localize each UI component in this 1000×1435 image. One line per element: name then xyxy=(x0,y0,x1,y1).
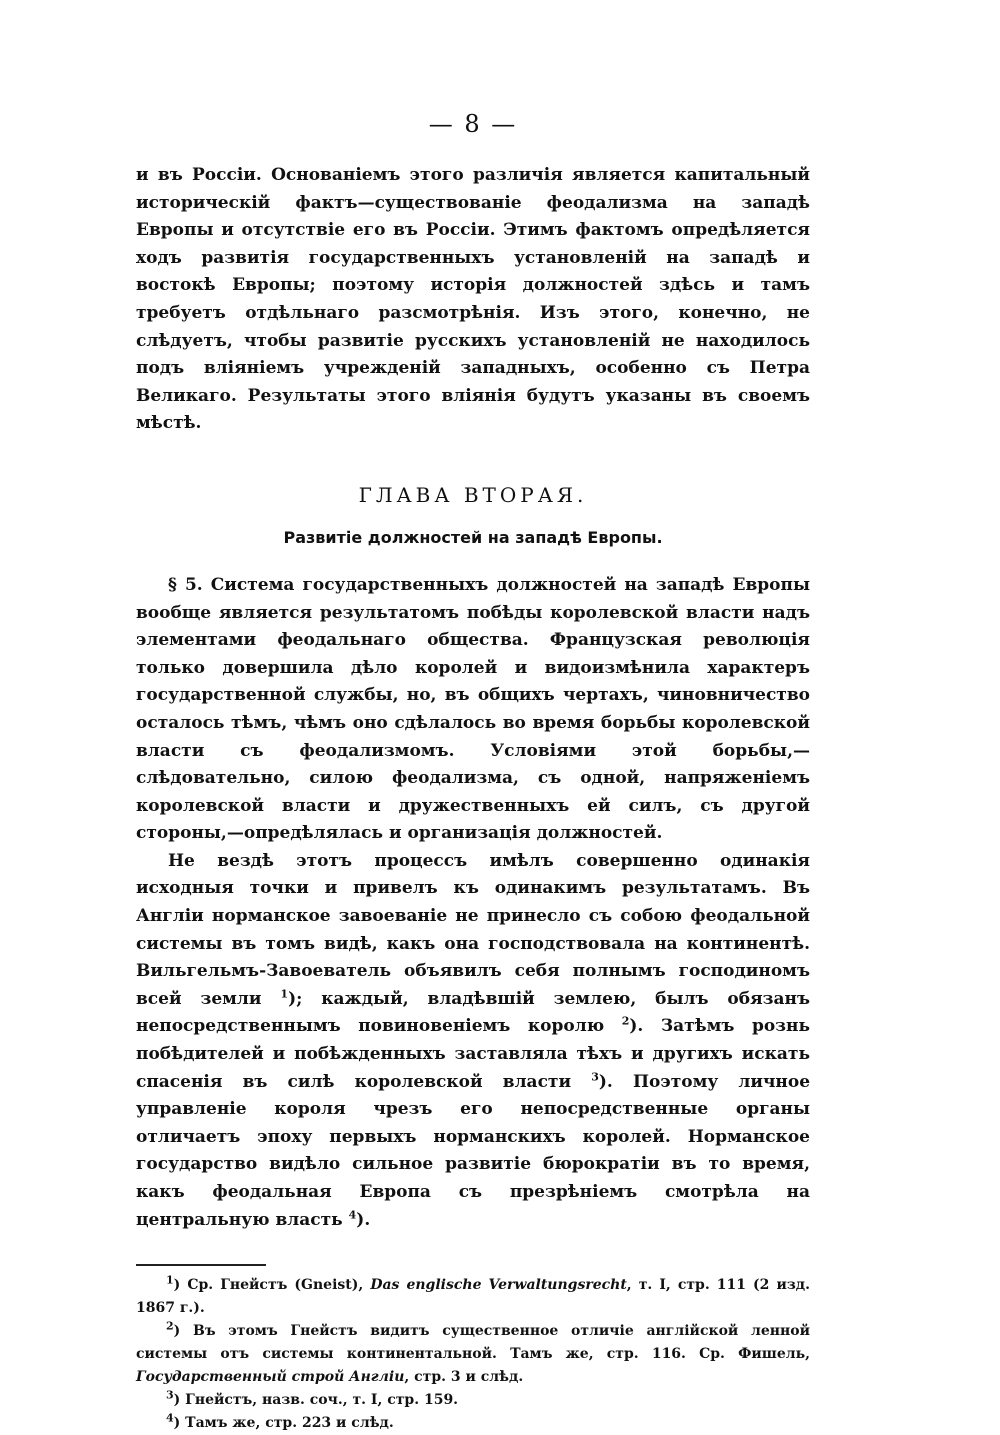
footnote-divider xyxy=(136,1264,266,1266)
footnote-ref-3: 3 xyxy=(591,1069,599,1083)
footnote-3 xyxy=(136,1389,810,1412)
footnote-ref-1: 1 xyxy=(280,987,289,1001)
main-paragraph xyxy=(136,848,810,1234)
footnote-text: ) Ср. Гнейстъ (Gneist), xyxy=(173,1277,371,1294)
footnote-1 xyxy=(136,1274,810,1320)
section-paragraph: § 5. Система государственныхъ должностей на западѣ Европы вообще является результатомъ побѣды королевской власти надъ элементами феодальнаго общества. Французская революція только довершила дѣло королей и видоизмѣнила характеръ государственной службы, но, въ общихъ чертахъ, чиновничество осталось тѣмъ, чѣмъ оно сдѣлалось во время борьбы королевской власти съ феодализмомъ. Условіями этой борьбы,—слѣдовательно, силою феодализма, съ одной, напряженіемъ королевской власти и дружественныхъ ей силъ, съ другой стороны,—опредѣлялась и организація должностей. xyxy=(136,574,810,844)
page-number: — 8 — xyxy=(428,110,518,138)
footnote-text-end: , стр. 3 и слѣд. xyxy=(404,1369,524,1386)
footnote-text: ) Въ этомъ Гнейстъ видитъ существенное отличіе англійской ленной системы отъ системы континентальной. Тамъ же, стр. 116. Ср. Фишель, xyxy=(136,1323,810,1363)
main-paragraph-text-4: ). Поэтому личное управленіе короля чрезъ его непосредственные органы отличаетъ эпоху первыхъ норманскихъ королей. Норманское государство видѣло сильное развитіе бюрократіи въ то время, какъ феодальная Европа съ презрѣніемъ смотрѣла на центральную власть xyxy=(136,1071,811,1230)
chapter-subtitle: Развитіе должностей на западѣ Европы. xyxy=(283,527,663,547)
main-paragraph-text-5: ). xyxy=(356,1209,371,1230)
footnote-marker: 3 xyxy=(166,1388,174,1402)
book-page xyxy=(136,108,810,1435)
footnote-ref-2: 2 xyxy=(621,1014,630,1028)
footnote-marker: 2 xyxy=(166,1319,174,1333)
chapter-title: ГЛАВА ВТОРАЯ. xyxy=(358,482,588,507)
footnote-text: ) Тамъ же, стр. 223 и слѣд. xyxy=(173,1415,394,1432)
main-paragraph-text-3: ). Затѣмъ рознь побѣдителей и побѣжденныхъ заставляла тѣхъ и другихъ искать спасенія въ силѣ королевской власти xyxy=(136,1016,810,1092)
footnote-2 xyxy=(136,1320,810,1389)
footnote-text-end: , т. I, стр. 111 (2 изд. 1867 г.). xyxy=(136,1277,810,1317)
intro-paragraph: и въ Россіи. Основаніемъ этого различія является капитальный историческій фактъ—существованіе феодализма на западѣ Европы и отсутствіе его въ Россіи. Этимъ фактомъ опредѣляется ходъ развитія государственныхъ установленій на западѣ и востокѣ Европы; поэтому исторія должностей здѣсь и тамъ требуетъ отдѣльнаго разсмотрѣнія. Изъ этого, конечно, не слѣдуетъ, чтобы развитіе русскихъ установленій не находилось подъ вліяніемъ учрежденій западныхъ, особенно съ Петра Великаго. Результаты этого вліянія будутъ указаны въ своемъ мѣстѣ. xyxy=(136,165,810,434)
main-paragraph-text-2: ); каждый, владѣвшій землею, былъ обязанъ непосредственнымъ повиновеніемъ королю xyxy=(136,988,810,1037)
main-paragraph-text-1: Не вездѣ этотъ процессъ имѣлъ совершенно одинакія исходныя точки и привелъ къ одинакимъ результатамъ. Въ Англіи норманское завоеваніе не принесло съ собою феодальной системы въ томъ видѣ, какъ она господствовала на континентѣ. Вильгельмъ-Завоеватель объявилъ себя полнымъ господиномъ всей земли xyxy=(136,850,810,1009)
footnote-4 xyxy=(136,1412,810,1435)
footnote-text: ) Гнейстъ, назв. соч., т. I, стр. 159. xyxy=(173,1392,459,1409)
footnote-ref-4: 4 xyxy=(348,1207,357,1221)
footnote-title: Das englische Verwaltungsrecht xyxy=(370,1277,627,1294)
footnote-title: Государственный строй Англіи xyxy=(136,1369,405,1386)
footnote-marker: 1 xyxy=(166,1273,174,1287)
footnote-marker: 4 xyxy=(166,1411,174,1425)
